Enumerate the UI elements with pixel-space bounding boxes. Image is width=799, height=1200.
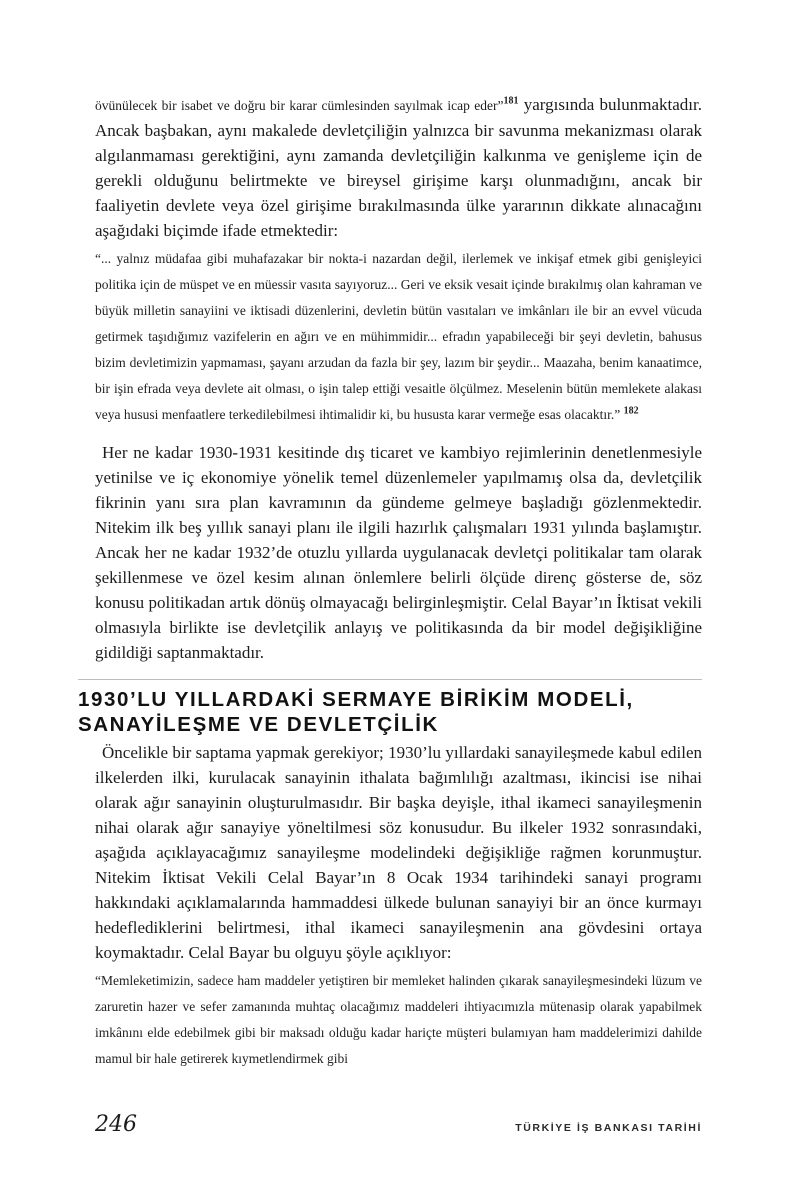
paragraph-3: Öncelikle bir saptama yapmak gerekiyor; 1930’lu yıllardaki sanayileşmede kabul edilen ilkelerden ilki, kurulacak sanayinin ithalata bağımlılığı azaltması, ikincisi ise nihai olarak ağır sanayinin oluşturulmasıdır. Bir başka deyişle, ithal ikameci sanayileşmenin nihai olarak ağır sanayiye yöneltilmesi söz konusudur. Bu ilkeler 1932 sonrasındaki, aşağıda açıklayacağımız sanayileşme modelindeki değişikliğe rağmen korunmuştur. Nitekim İktisat Vekili Celal Bayar’ın 8 Ocak 1934 tarihindeki sanayi programı hakkındaki açıklamalarında hammaddesi ülkede bulunan sanayiyi bir an önce kurmayı hedeflediklerini belirtmesi, ithal ikameci sanayileşmenin ana gövdesini ortaya koymaktadır. Celal Bayar bu olguyu şöyle açıklıyor: <box>95 743 702 962</box>
page-number: 246 <box>95 1112 137 1137</box>
block-quote-2: “Memleketimizin, sadece ham maddeler yetiştiren bir memleket halinden çıkarak sanayileşmesindeki lüzum ve zaruretin hazer ve sefer zamanında muhtaç olacağımız maddeleri ihtiyacımızla mütenasip olarak yapabilmek imkânını elde edebilmek gibi bir maksadı olduğu kadar hariçte müşteri bulamıyan ham maddelerimizi dahilde mamul bir hale getirerek kıymetlendirmek gibi <box>95 973 702 1066</box>
block-quote-1-text: “... yalnız müdafaa gibi muhafazakar bir nokta-i nazardan değil, ilerlemek ve inkişaf etmek gibi genişleyici politika için de müspet ve en müessir vasıta sayıyoruz... Geri ve eksik vesait içinde bırakılmış olan kahraman ve büyük milletin sanayiini ve iktisadi düzenlerini, devletin bütün vasıtaları ve imkânları ile bir an evvel vücuda getirmek taşıdığımız vazifelerin en ağırı ve en mühimmidir... efradın yapabileceği bir şeyi devletin, bahusus bizim devletimizin yapmaması, şayanı arzudan da fazla bir şey, lazım bir şeydir... Maazaha, benim kanaatimce, bir işin efrada veya devlete ait olması, o işin talep ettiği vesaitle ölçülmez. Meselenin bütün memlekete alakası veya hususi menfaatlere terkedilebilmesi ihtimalidir ki, bu hususta karar vermeğe esas olacaktır.” <box>95 251 702 422</box>
section-heading-line-2: SANAYİLEŞME VE DEVLETÇİLİK <box>78 713 439 736</box>
paragraph-intro <box>95 92 702 243</box>
section-heading-block <box>78 679 702 737</box>
section-divider <box>78 679 702 680</box>
block-quote-1 <box>95 246 702 428</box>
section-heading-line-1: 1930’LU YILLARDAKİ SERMAYE BİRİKİM MODELİ, <box>78 688 634 711</box>
section-heading <box>78 687 702 737</box>
text-column <box>78 92 702 1072</box>
paragraph-intro-text: yargısında bulunmaktadır. Ancak başbakan, aynı makalede devletçiliğin yalnızca bir savunma mekanizması olarak algılanmaması gerektiğini, aynı zamanda devletçiliğin kalkınma ve genişleme için de gerekli olduğunu belirtmekte ve bireysel girişime karşı olunmadığını, ancak bir faaliyetin devlete veya özel girişime bırakılmasında ülke yararının dikkate alınacağını aşağıdaki biçimde ifade etmektedir: <box>95 95 702 240</box>
book-title: TÜRKİYE İŞ BANKASI TARİHİ <box>515 1122 702 1134</box>
quote-tail-text: övünülecek bir isabet ve doğru bir karar cümlesinden sayılmak icap eder” <box>95 98 504 113</box>
paragraph-2: Her ne kadar 1930-1931 kesitinde dış ticaret ve kambiyo rejimlerinin denetlenmesiyle yetinilse ve iç ekonomiye yönelik temel düzenlemeler yapılmamış olsa da, devletçilik fikrinin yanı sıra plan kavramının da gündeme gelmeye başladığı gözlenmektedir. Nitekim ilk beş yıllık sanayi planı ile ilgili hazırlık çalışmaları 1931 yılında başlamıştır. Ancak her ne kadar 1932’de otuzlu yıllarda uygulanacak devletçi politikalar tam olarak şekillenmese ve özel kesim alınan önlemlere belirli ölçüde direnç gösterse de, söz konusu politikadan artık dönüş olmayacağı belirginleşmiştir. Celal Bayar’ın İktisat vekili olmasıyla birlikte ise devletçilik anlayış ve politikasında da bir model değişikliğine gidildiği saptanmaktadır. <box>95 443 702 662</box>
page-footer <box>95 1112 702 1137</box>
footnote-ref-181: 181 <box>503 95 519 107</box>
footnote-ref-182: 182 <box>623 405 639 417</box>
